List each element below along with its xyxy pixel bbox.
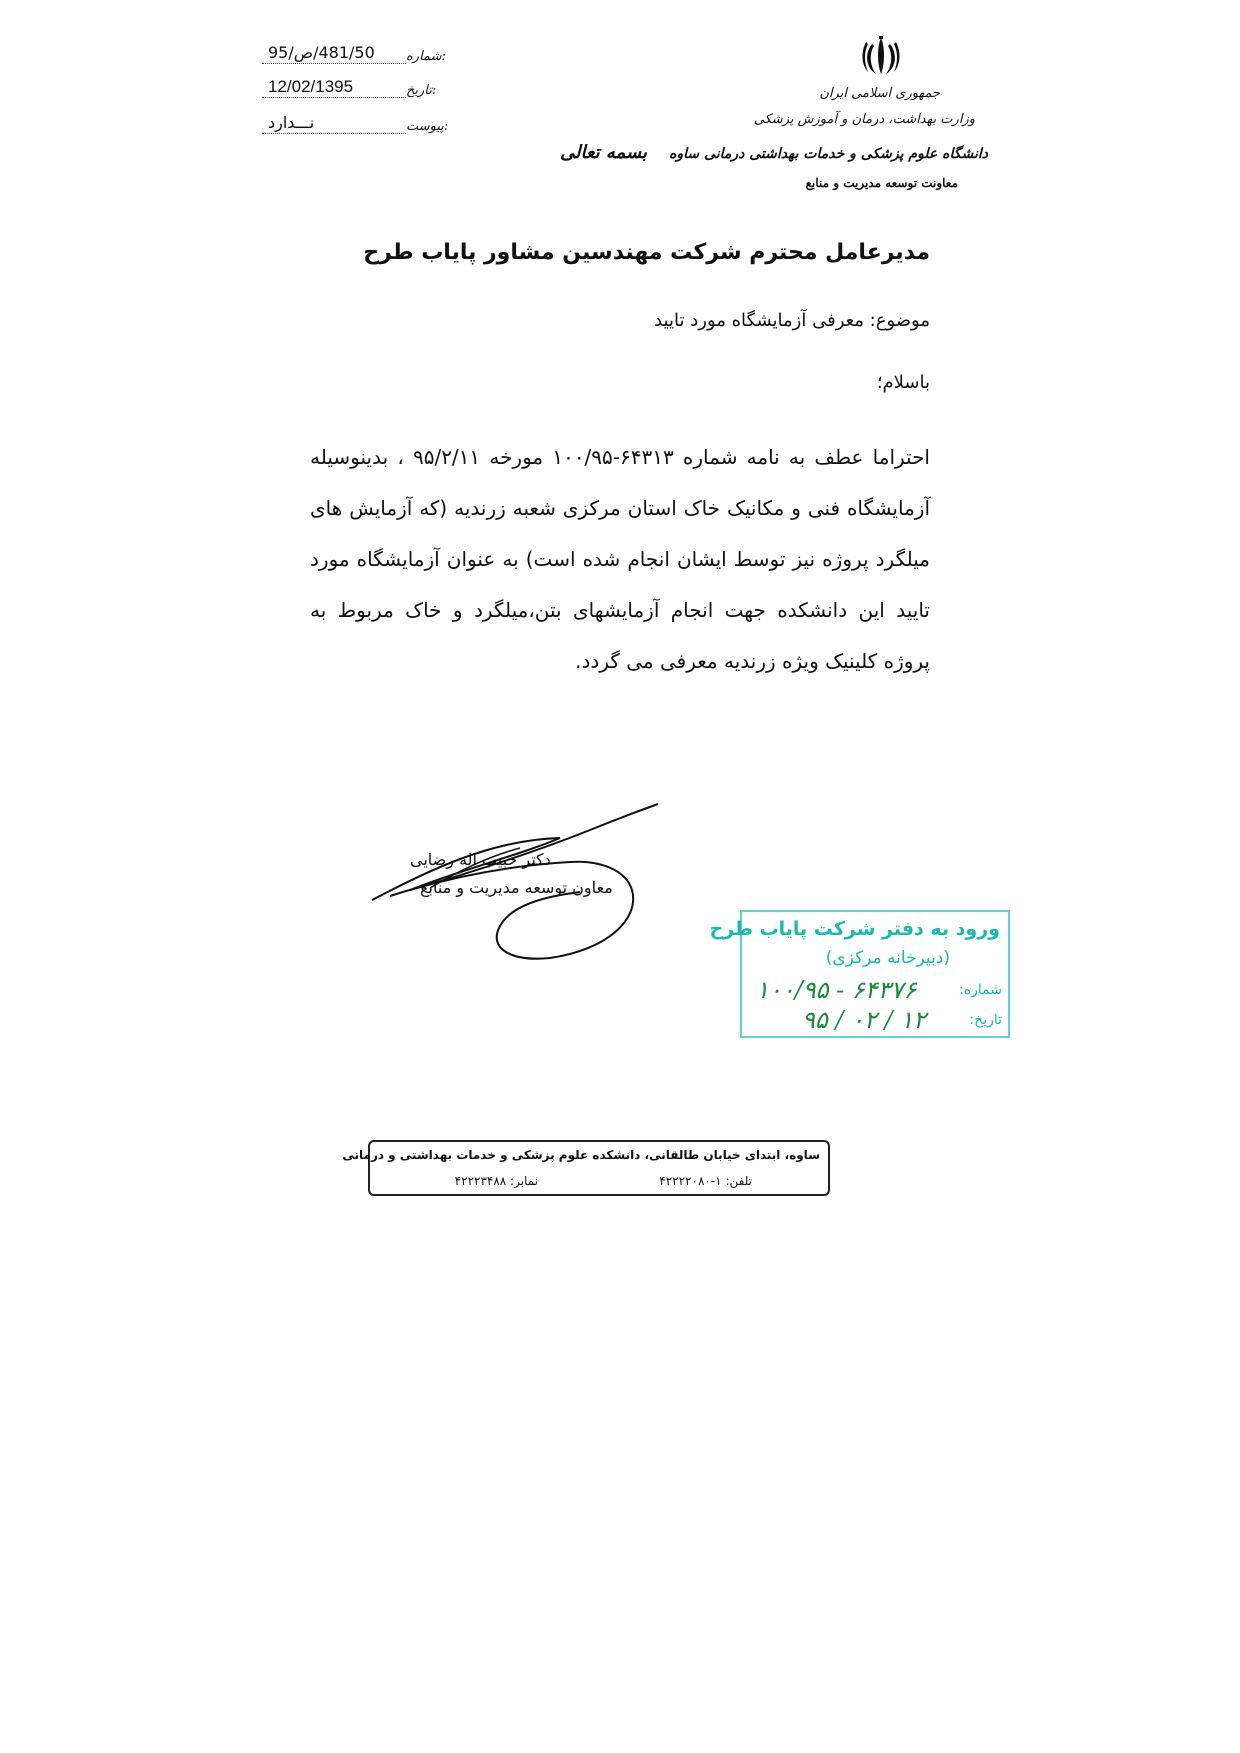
stamp-number-label: شماره: bbox=[959, 982, 1002, 998]
header-university: دانشگاه علوم پزشکی و خدمات بهداشتی درمانی ساوه bbox=[669, 146, 988, 162]
reference-attachment-row bbox=[262, 112, 449, 134]
reference-number-row bbox=[262, 42, 446, 64]
reference-number-label: شماره: bbox=[406, 49, 446, 64]
stamp-date-value: ۹۵ / ۰۲ / ۱۲ bbox=[802, 1006, 927, 1034]
reference-date-value: 12/02/1395 bbox=[262, 77, 406, 98]
signatory-title: معاون توسعه مدیریت و منابع bbox=[420, 878, 613, 897]
received-stamp bbox=[709, 910, 1010, 1038]
besmellah-heading: بسمه تعالی bbox=[560, 142, 648, 163]
reference-attachment-value: نـــدارد bbox=[262, 113, 406, 134]
header-country: جمهوری اسلامی ایران bbox=[819, 86, 940, 101]
header-ministry: وزارت بهداشت، درمان و آموزش پزشکی bbox=[753, 112, 975, 127]
stamp-date-label: تاریخ: bbox=[969, 1012, 1002, 1028]
iran-emblem-icon bbox=[858, 34, 904, 80]
recipient-line: مدیرعامل محترم شرکت مهندسین مشاور پایاب طرح bbox=[363, 240, 930, 265]
footer-fax: نمابر: ۴۲۲۲۳۴۸۸ bbox=[454, 1174, 538, 1188]
reference-date-label: تاریخ: bbox=[406, 83, 437, 98]
header-department: معاونت توسعه مدیریت و منابع bbox=[805, 176, 958, 190]
footer-address: ساوه، ابتدای خیابان طالقانی، دانشکده علوم پزشکی و خدمات بهداشتی و درمانی bbox=[342, 1148, 820, 1162]
stamp-number-value: ۱۰۰/۹۵ - ۶۴۳۷۶ bbox=[756, 976, 917, 1004]
footer-phone: تلفن: ۱-۴۲۲۲۲۰۸۰ bbox=[659, 1174, 752, 1188]
stamp-title: ورود به دفتر شرکت پایاب طرح bbox=[709, 918, 1000, 940]
letter-body-paragraph: احتراما عطف به نامه شماره ۶۴۳۱۳-۱۰۰/۹۵ مورخه ۹۵/۲/۱۱ ، بدینوسیله آزمایشگاه فنی و مکانیک خاک استان مرکزی شعبه زرندیه (که آزمایش های میلگرد پروژه نیز توسط ایشان انجام شده است) به عنوان آزمایشگاه مورد تایید این دانشکده جهت انجام آزمایشهای بتن،میلگرد و خاک مربوط به پروژه کلینیک ویژه زرندیه معرفی می گردد. bbox=[310, 445, 930, 673]
reference-date-row bbox=[262, 76, 437, 98]
greeting-line: باسلام؛ bbox=[876, 372, 930, 393]
reference-attachment-label: پیوست: bbox=[406, 119, 449, 134]
subject-line: موضوع: معرفی آزمایشگاه مورد تایید bbox=[654, 310, 930, 331]
reference-number-value: 481/50/ص/95 bbox=[262, 43, 406, 64]
footer-contact-box bbox=[342, 1140, 830, 1196]
stamp-subtitle: (دبیرخانه مرکزی) bbox=[825, 948, 950, 968]
signatory-name: دکتر حبیب اله رضایی bbox=[410, 850, 551, 869]
